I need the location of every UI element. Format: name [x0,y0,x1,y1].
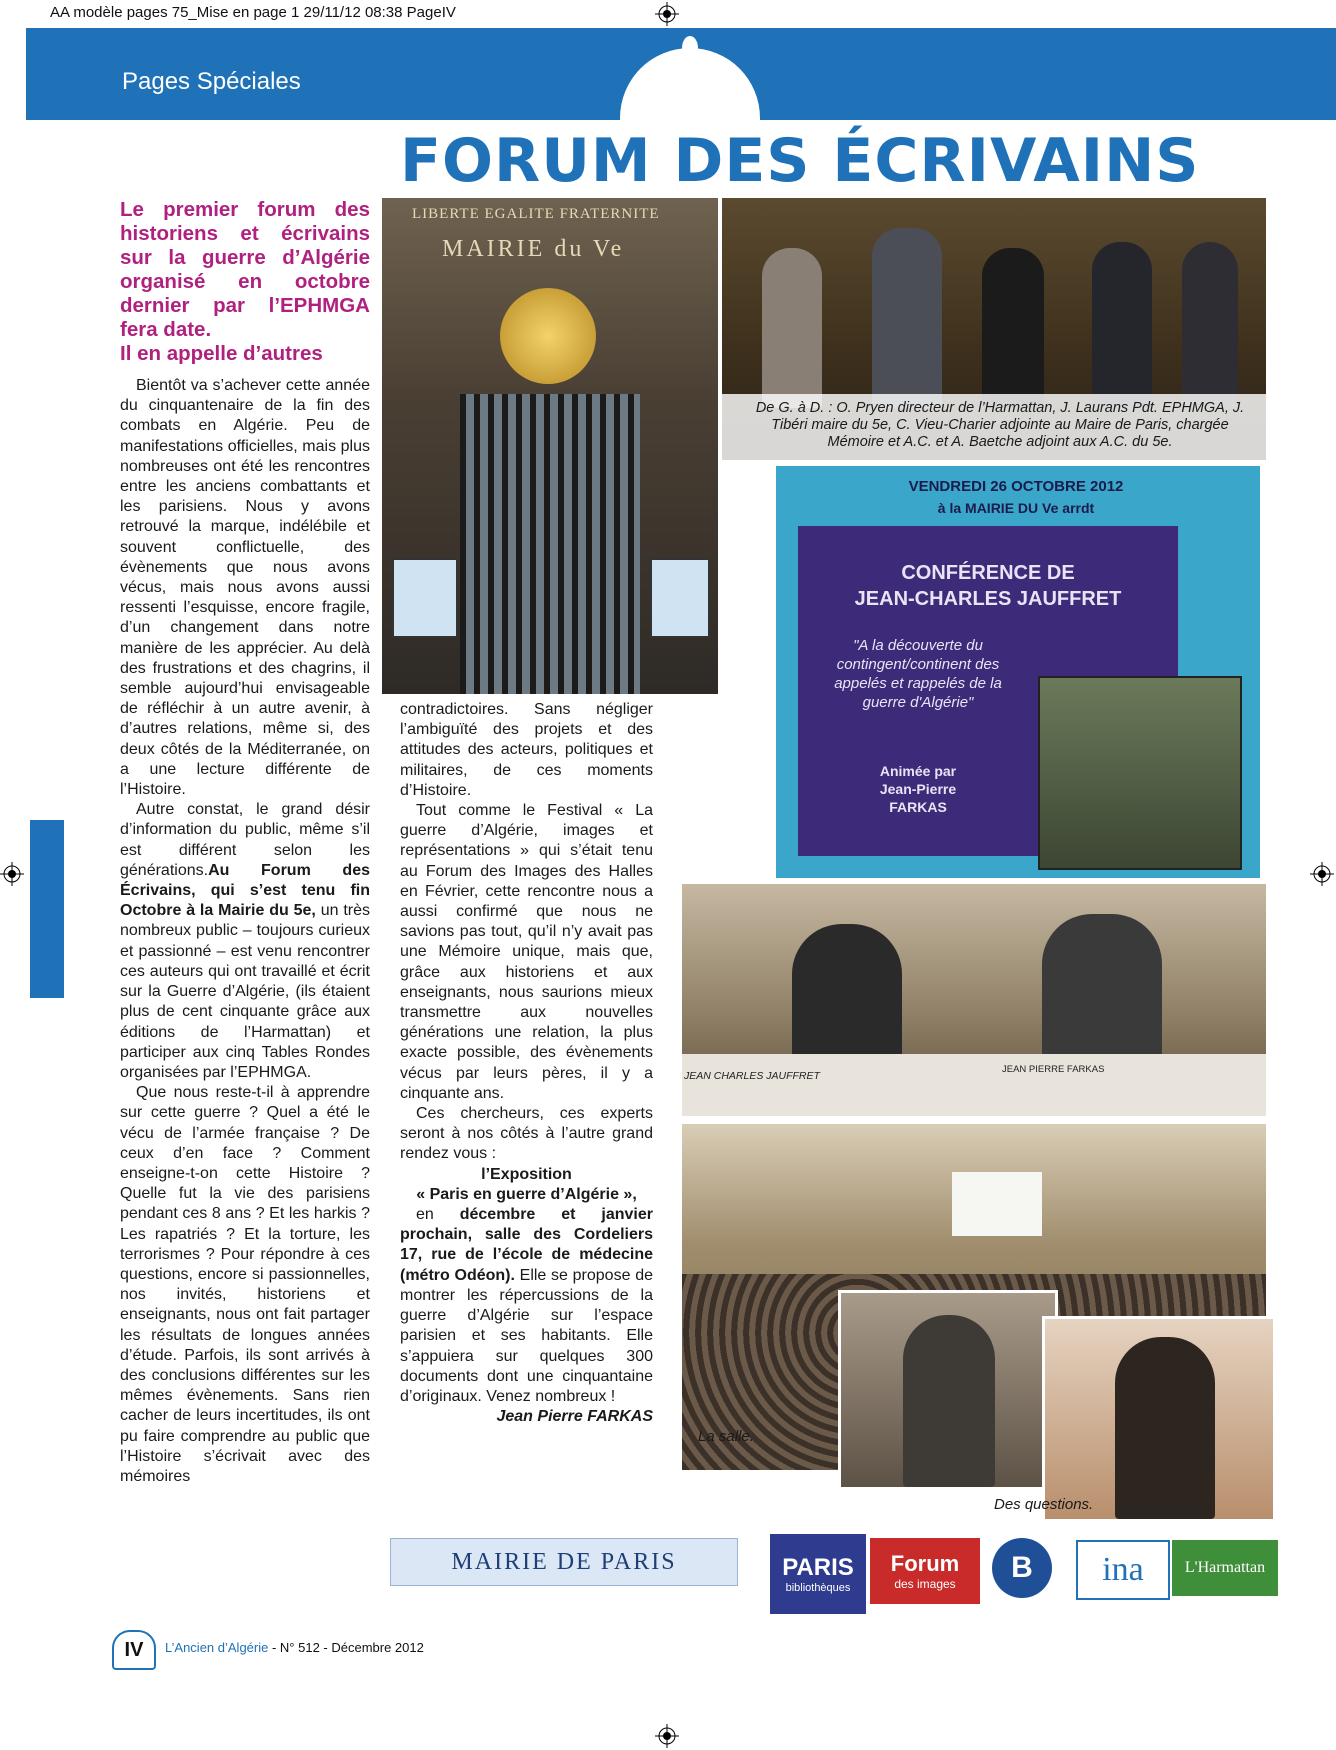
page-title: FORUM DES ÉCRIVAINS [400,126,1200,196]
poster-board-right [650,558,710,638]
article-column-2 [400,700,653,1427]
exhibition-title-2: « Paris en guerre d’Algérie », [416,1185,637,1203]
registration-mark-left [0,862,24,886]
person-1 [762,248,822,408]
poster-anim-line: Animée par [879,763,957,779]
person-5 [1182,242,1238,408]
exhibition-title-1: l’Exposition [481,1165,572,1183]
lede-text: Le premier forum des historiens et écrivains sur la guerre d’Algérie organisé en octobre dernier par l’EPHMGA fera date. [120,198,370,341]
poster-board-left [392,558,458,638]
bibliotheque-b-logo [992,1538,1052,1598]
seal-medallion [500,288,596,384]
mairie-photo [382,198,718,694]
paragraph: Que nous reste-t-il à apprendre sur cette guerre ? Quel a été le vécu de l’armée française ? De ceux d’en face ? Comment enseigne-t-on cette Histoire ? Quelle fut la vie des parisiens pendant ces 8 ans ? Et les harkis ? Les rapatriés ? Et la torture, les terrorismes ? Pour répondre à ces questions, encore si passionnelles, nos invités, historiens et enseignants, nous ont fait partager les résultats de longues années d’étude. Parfois, ils sont arrivés à des conclusions différentes sur les mêmes évènements. Sans rien cacher de leurs incertitudes, ils ont pu faire comprendre au public que l’Histoire s’écrivait avec des mémoires [120,1084,370,1485]
issue-info: - N° 512 - Décembre 2012 [268,1640,424,1655]
logo-text: Forum [890,1551,960,1576]
ina-logo [1076,1540,1170,1600]
logo-text: B [1011,1551,1033,1584]
bold-run: Au Forum des Écrivains, qui s’est tenu fin Octobre à la Mairie du 5e, [120,861,370,920]
forum-des-images-logo [870,1538,980,1604]
text-run: un très nombreux public – toujours curieux et passionné – est venu rencontrer ces auteurs qui ont travaillé et écrit sur la Guerre d’Algérie, (ils étaient plus de cent cinquante grâce aux éditions de l’Harmattan) et participer aux cinq Tables Rondes organisées par l’EPHMGA. [120,902,371,1081]
book-cover [1038,676,1242,870]
logo-text: PARIS [782,1554,854,1581]
article-column-1 [120,376,370,1487]
text-run: Elle se propose de montrer les répercussions de la guerre d’Algérie sur l’espace parisien et ses habitants. Elle s’appuiera sur quelques 300 documents dont une cinquantaine d’originaux. Venez nombreux ! [400,1266,653,1405]
person-3 [982,248,1044,408]
paris-bibliotheques-logo [770,1534,866,1614]
poster-anim-line: Jean-Pierre [879,781,957,797]
poster-title-2: JEAN-CHARLES JAUFFRET [854,588,1122,610]
name-card-right: JEAN PIERRE FARKAS [1002,1064,1105,1075]
name-card-left: JEAN CHARLES JAUFFRET [684,1070,820,1082]
lede-subtitle: Il en appelle d’autres [120,342,323,365]
harmattan-logo [1172,1540,1278,1596]
projection-screen [952,1172,1042,1236]
paragraph [120,800,370,1083]
logo-text: bibliothèques [785,1582,851,1594]
speakers-photo [682,884,1266,1116]
publication-name: L’Ancien d’Algérie [165,1640,269,1655]
person-2 [872,228,942,408]
paragraph [400,1205,653,1407]
section-label: Pages Spéciales [122,68,301,95]
poster-quote: "A la découverte du contingent/continent des appelés et rappelés de la guerre d'Algérie" [834,637,1002,711]
mairie-motto: LIBERTE EGALITE FRATERNITE [412,206,660,222]
speaker-right [1042,914,1162,1074]
text-run: en [416,1206,460,1224]
poster-place: à la MAIRIE DU Ve arrdt [937,500,1095,516]
edge-tab [30,820,64,998]
logo-text: MAIRIE DE PARIS [451,1548,677,1575]
print-slug: AA modèle pages 75_Mise en page 1 29/11/12 08:38 PageIV [50,4,456,21]
signature: Jean Pierre FARKAS [496,1408,653,1426]
logo-text: L'Harmattan [1184,1559,1266,1576]
question-photo-right [1042,1316,1276,1522]
registration-mark-bottom [655,1724,679,1748]
poster-anim-line: FARKAS [889,799,947,815]
page-number: IV [112,1630,156,1670]
questioner-right [1115,1337,1215,1519]
text-run: Autre constat, le grand désir d’information du public, même s’il est différent selon les générations. [120,801,370,879]
room-caption: La salle. [698,1428,754,1445]
header-dome-tip [682,36,698,60]
paragraph: Ces chercheurs, ces experts seront à nos côtés à l’autre grand rendez vous : [400,1105,653,1163]
iron-gate [460,394,640,694]
paragraph: contradictoires. Sans négliger l’ambiguïté des projets et des attitudes des acteurs, politiques et militaires, de ces moments d’Histoire. [400,701,653,799]
conference-poster-photo [776,466,1260,878]
lede [120,198,370,366]
questioner-left [903,1315,995,1487]
group-caption: De G. à D. : O. Pryen directeur de l’Harmattan, J. Laurans Pdt. EPHMGA, J. Tibéri maire du 5e, C. Vieu-Charier adjointe au Maire de Paris, chargée Mémoire et A.C. et A. Baetche adjoint aux A.C. du 5e. [755,400,1245,450]
person-4 [1092,242,1152,408]
registration-mark-right [1310,862,1334,886]
registration-mark-top [655,2,679,26]
logo-text: des images [894,1577,956,1591]
speaker-left [792,924,902,1074]
table-top [682,1054,1266,1116]
logo-text: ina [1102,1551,1144,1588]
bold-run: décembre et janvier prochain, salle des Cordeliers 17, rue de l’école de médecine (métro Odéon). [400,1206,653,1284]
footer-publication [165,1640,424,1655]
mairie-de-paris-logo [390,1538,738,1586]
mairie-sign: MAIRIE du Ve [442,236,625,262]
question-photo-left [838,1290,1058,1490]
poster-date: VENDREDI 26 OCTOBRE 2012 [908,478,1124,495]
poster-animation [818,762,1018,816]
poster-title-1: CONFÉRENCE DE [901,562,1075,584]
questions-caption: Des questions. [994,1496,1094,1513]
paragraph: Tout comme le Festival « La guerre d’Algérie, images et représentations » qui s’était tenu au Forum des Images des Halles en Février, cette rencontre nous a aussi confirmé que nous ne savions pas tout, qu’il n’y avait pas une Mémoire unique, mais que, grâce aux historiens et aux enseignants, nous saurions mieux transmettre aux nouvelles générations une relation, la plus exacte possible, des évènements vécus par leurs pères, il y a cinquante ans. [400,802,653,1102]
paragraph: Bientôt va s’achever cette année du cinquantenaire de la fin des combats en Algérie. Peu de manifestations officielles, mais plus nombreuses ont été les rencontres entre les anciens combattants et les parisiens. Nous y avons retrouvé la marque, indélébile et souvent conflictuelle, des évènements que nous avons vécus, mais nous avons aussi ressenti l’esquisse, encore fragile, d’un changement dans notre manière de les apprécier. Au delà des frustrations et des chagrins, il semble aujourd’hui envisageable de réfléchir à un autre avenir, à d’autres relations, même si, des deux côtés de la Méditerranée, on a une lecture différente de l’Histoire. [120,377,370,799]
